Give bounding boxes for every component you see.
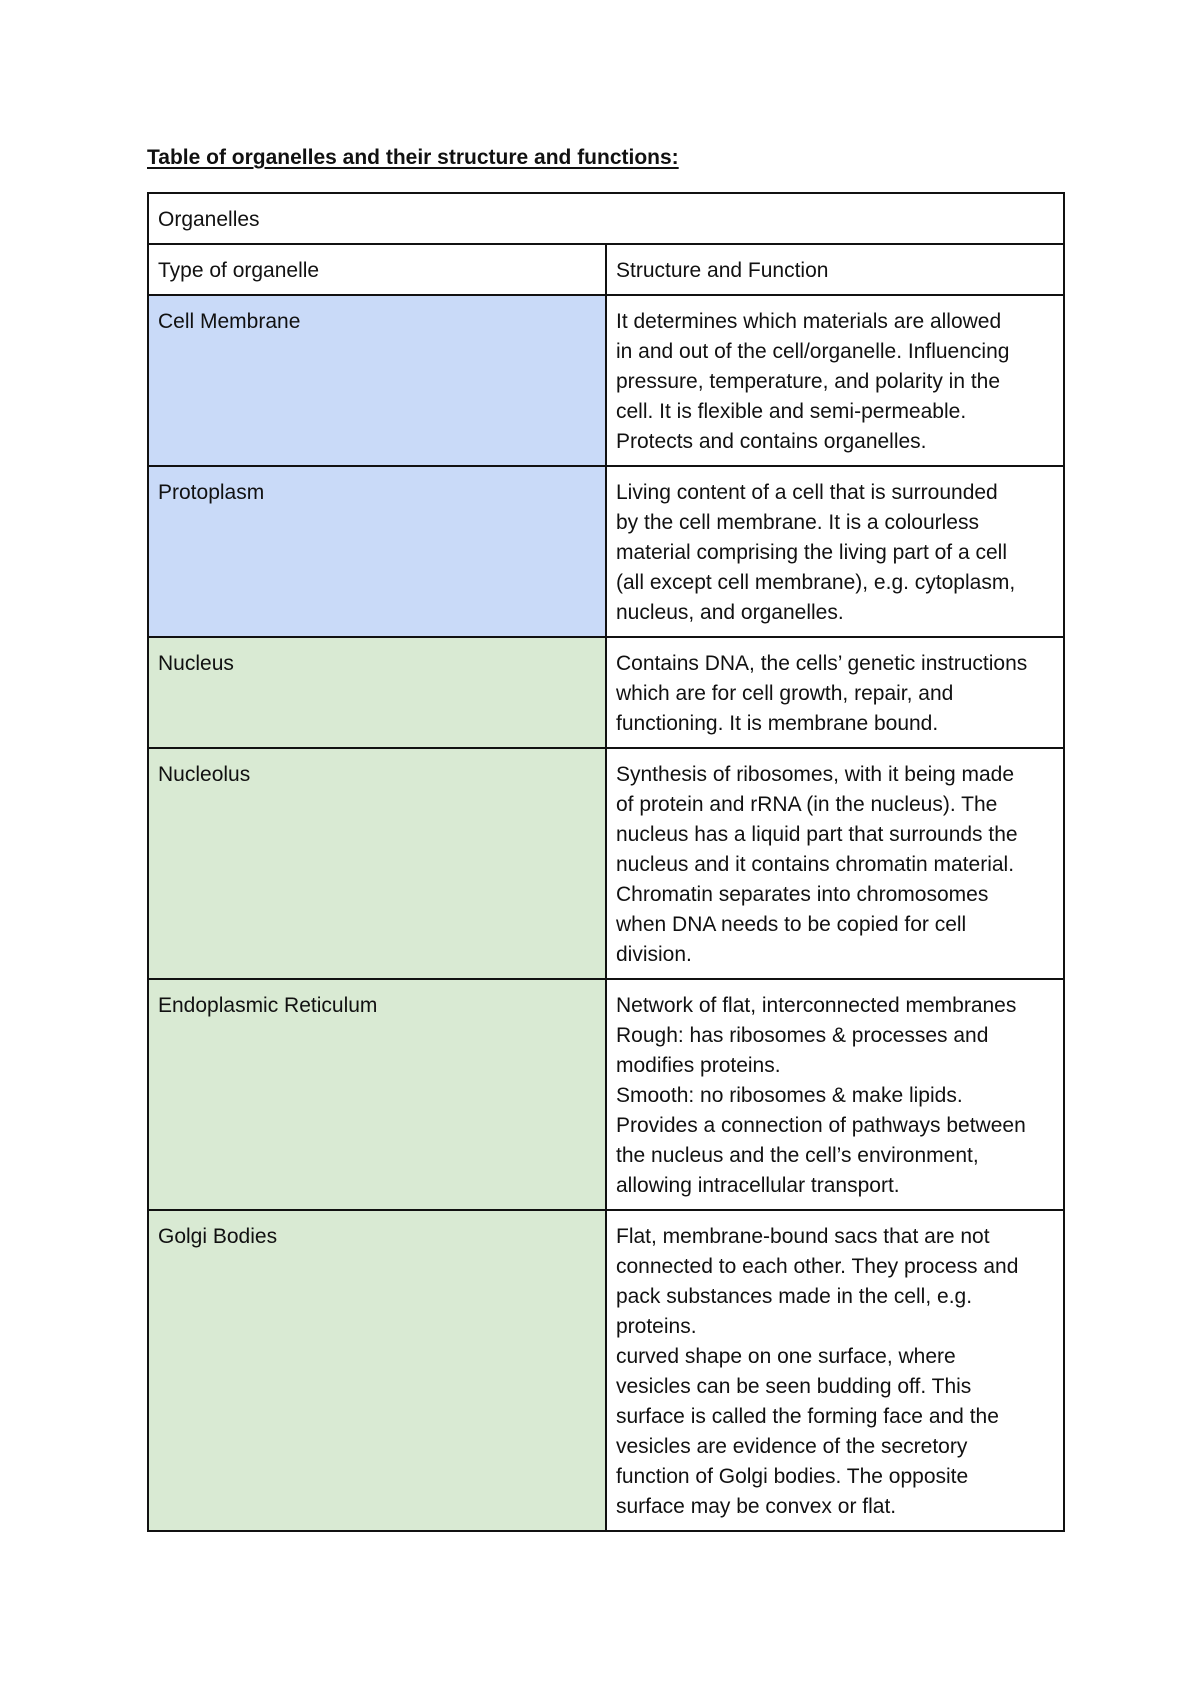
organelle-rows — [148, 295, 1064, 1531]
description-line: nucleus has a liquid part that surrounds the — [616, 823, 1018, 846]
table-row — [148, 748, 1064, 979]
organelle-name: Golgi Bodies — [148, 1210, 606, 1531]
description-line: function of Golgi bodies. The opposite — [616, 1465, 969, 1488]
description-line: proteins. — [616, 1315, 697, 1338]
table-caption-row — [148, 193, 1064, 244]
organelle-name: Nucleolus — [148, 748, 606, 979]
description-line: nucleus, and organelles. — [616, 601, 844, 624]
organelle-name: Cell Membrane — [148, 295, 606, 466]
description-line: nucleus and it contains chromatin material. — [616, 853, 1015, 876]
description-line: Flat, membrane-bound sacs that are not — [616, 1225, 990, 1248]
table-row — [148, 1210, 1064, 1531]
description-line: pressure, temperature, and polarity in the — [616, 370, 1001, 393]
description-line: when DNA needs to be copied for cell — [616, 913, 967, 936]
organelle-name: Endoplasmic Reticulum — [148, 979, 606, 1210]
description-line: Rough: has ribosomes & processes and — [616, 1024, 989, 1047]
table-row — [148, 637, 1064, 748]
description-line: connected to each other. They process and — [616, 1255, 1019, 1278]
organelle-description — [606, 637, 1064, 748]
table-row — [148, 295, 1064, 466]
column-header-structure: Structure and Function — [606, 244, 1064, 295]
description-line: Smooth: no ribosomes & make lipids. — [616, 1084, 963, 1107]
organelle-description — [606, 979, 1064, 1210]
table-header-row — [148, 244, 1064, 295]
table-row — [148, 466, 1064, 637]
description-line: division. — [616, 943, 692, 966]
description-line: surface is called the forming face and the — [616, 1405, 999, 1428]
description-line: Network of flat, interconnected membranes — [616, 994, 1017, 1017]
page-title: Table of organelles and their structure and functions: — [147, 146, 679, 169]
description-line: It determines which materials are allowed — [616, 310, 1002, 333]
organelle-description — [606, 295, 1064, 466]
description-line: (all except cell membrane), e.g. cytoplasm, — [616, 571, 1016, 594]
column-header-type: Type of organelle — [148, 244, 606, 295]
description-line: Contains DNA, the cells’ genetic instructions — [616, 652, 1028, 675]
description-line: which are for cell growth, repair, and — [616, 682, 954, 705]
table-row — [148, 979, 1064, 1210]
description-line: pack substances made in the cell, e.g. — [616, 1285, 973, 1308]
organelle-table — [147, 192, 1065, 1532]
description-line: vesicles can be seen budding off. This — [616, 1375, 972, 1398]
description-line: Chromatin separates into chromosomes — [616, 883, 989, 906]
organelle-description — [606, 466, 1064, 637]
description-line: Protects and contains organelles. — [616, 430, 927, 453]
description-line: vesicles are evidence of the secretory — [616, 1435, 968, 1458]
description-line: in and out of the cell/organelle. Influencing — [616, 340, 1010, 363]
description-line: of protein and rRNA (in the nucleus). The — [616, 793, 998, 816]
description-line: material comprising the living part of a cell — [616, 541, 1008, 564]
description-line: allowing intracellular transport. — [616, 1174, 900, 1197]
organelle-description — [606, 1210, 1064, 1531]
organelle-name: Nucleus — [148, 637, 606, 748]
description-line: surface may be convex or flat. — [616, 1495, 897, 1518]
table-caption: Organelles — [148, 193, 1064, 244]
description-line: Synthesis of ribosomes, with it being made — [616, 763, 1015, 786]
description-line: Provides a connection of pathways between — [616, 1114, 1026, 1137]
description-line: functioning. It is membrane bound. — [616, 712, 939, 735]
description-line: curved shape on one surface, where — [616, 1345, 956, 1368]
organelle-name: Protoplasm — [148, 466, 606, 637]
description-line: the nucleus and the cell’s environment, — [616, 1144, 979, 1167]
description-line: modifies proteins. — [616, 1054, 781, 1077]
description-line: by the cell membrane. It is a colourless — [616, 511, 979, 534]
description-line: cell. It is flexible and semi-permeable. — [616, 400, 967, 423]
organelle-description — [606, 748, 1064, 979]
description-line: Living content of a cell that is surrounded — [616, 481, 998, 504]
